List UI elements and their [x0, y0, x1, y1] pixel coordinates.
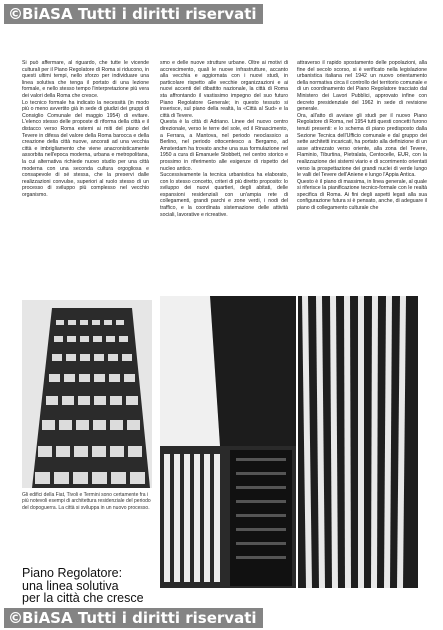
article-column-left: [22, 60, 149, 306]
article-title: [22, 567, 162, 605]
paragraph: Questa è la città di Adriano. Linee del nuovo centro direzionale, verso le terre del sole, ed il Rinascimento, a Ferrara, a Mantova, nel periodo neoclassico a Berlino, nel periodo ottocentesco a Bergamo, ad Amsterdam ha trovato anche una sua formulazione nel 1950 a cura di Emanuele Stobbett, nel centro storico e prossimo in riferimento alle esigenze di rispetto del nucleo antico.: [160, 119, 288, 172]
paragraph: Si può affermare, al riguardo, che tutte le vicende culturali per il Piano Regolatore di Roma si riducono, in questi ultimi tempi, nello sforzo per individuare una linea solutiva che tenga il portato di una lezione formale, e nello stesso tempo l'interpretazione più vera dei valori della Roma che cresce.: [22, 60, 149, 99]
paragraph: Questo è il piano di massima, in linea generale, al quale si riferisce la pianificazione tecnico-formale con le realtà specifica di Roma. Ai fini degli aspetti legati alla sua configurazione futura si è pensato, anche, di adeguare il piano di collegamento culturale che: [297, 178, 427, 212]
vertical-facade-illustration: [298, 296, 418, 588]
paragraph: smo e delle nuove strutture urbane. Oltre ai motivi di accrescimento, quali le nuove infrastrutture, accanto alla vecchia e aggiornata con i nuovi studi, in particolare rispetto alle vecchie organizzazioni e ai nuovi accenti del dibattito nazionale, la città di Roma sta affrontando il vastissimo impegno del suo futuro Piano Regolatore Generale; in questo tessuto si inserisce, sul piano della realtà, la «Città al Sud» e la città di Tevere.: [160, 60, 288, 119]
paragraph: attraverso il rapido spostamento delle popolazioni, alla fine del secolo scorso, si è verificato nella legislazione urbanistica italiana nel 1942 un nuovo orientamento della normativa circa il controllo del territorio comunale e di un coordinamento del Piano Regolatore tracciato dal Ministero dei Lavori Pubblici, approvato infine con decreto presidenziale del 1962 in sede di revisione generale.: [297, 60, 427, 113]
tower-photo: [160, 296, 296, 588]
copyright-icon: ©: [8, 5, 23, 23]
watermark-text-bottom: BiASA Tutti i diritti riservati: [22, 609, 257, 627]
title-line: una linea solutiva: [22, 578, 119, 593]
copyright-icon: ©: [8, 609, 23, 627]
watermark-text-top: BiASA Tutti i diritti riservati: [22, 5, 257, 23]
watermark-top: [4, 4, 263, 24]
photo-caption: Gli edifici della Fiat, Tivoli e Termini sono certamente fra i più notevoli esempi di architettura residenziale del periodo del dopoguerra. La città si sviluppa in un nuovo processo.: [22, 492, 151, 511]
article-column-middle: [160, 60, 288, 296]
article-column-right: [297, 60, 427, 290]
paragraph: Successivamente la tecnica urbanistica ha elaborato, con lo stesso concetto, criteri di più diretto proposito: lo sviluppo dei nuovi quartieri, degli abitati, delle espansioni residenziali con un'ampia rete di collegamenti, grandi parchi e zone verdi, i nodi del traffico, e la coordinata sistemazione delle attività sociali, lavorative e ricreative.: [160, 172, 288, 218]
paragraph: Ora, all'atto di avviare gli studi per il nuovo Piano Regolatore di Roma, nel 1954 tutti questi concetti furono tenuti presenti: e lo schema di piano predisposto dalla Sezione Tecnica dell'Ufficio comunale e dal gruppo dei sette architetti incaricati, ha portato alla definizione di un asse attrezzato verso oriente, alla zona del Tevere, Flaminio, Tiburtina, Pietralata, Centocelle, EUR, con la realizzazione dei sistemi viario e di scorrimento orientati verso la prospettazione dei grandi nuclei di verde lungo le valli del Tevere dell'Aniene e lungo l'Appia Antica.: [297, 112, 427, 179]
vertical-facade-photo: [298, 296, 418, 588]
tower-illustration: [160, 296, 296, 588]
paragraph: Lo tecnico formale ha indicato la necessità (in modo più o meno avvertito già in sede di giudizi dei gruppi di Consiglio Comunale del maggio 1954) di evitare. L'elenco stesso delle proposte di riforma della città e il distacco verso Roma esterni ai miti del piano del Tevere in difesa del valore della Roma barocca e della creazione della città nuove, ancorati ad una vecchia città e imbrigliamento che viene anacronisticamente assorbita nell'epoca moderna, urbana e metropolitana, la cui alternativa richiede nuovo studio per una città moderna con una seconda cultura orgogliosa e consapevole di sé stessa, che la preservi dalle realizzazioni convulse, superiori al ruolo stesso di un processo di sviluppo più complesso nel vecchio organismo.: [22, 99, 149, 198]
title-line: per la città che cresce: [22, 591, 144, 605]
watermark-bottom: [4, 608, 263, 628]
building-facade-photo: [22, 300, 152, 488]
facade-illustration: [22, 300, 152, 488]
title-line: Piano Regolatore:: [22, 566, 123, 580]
